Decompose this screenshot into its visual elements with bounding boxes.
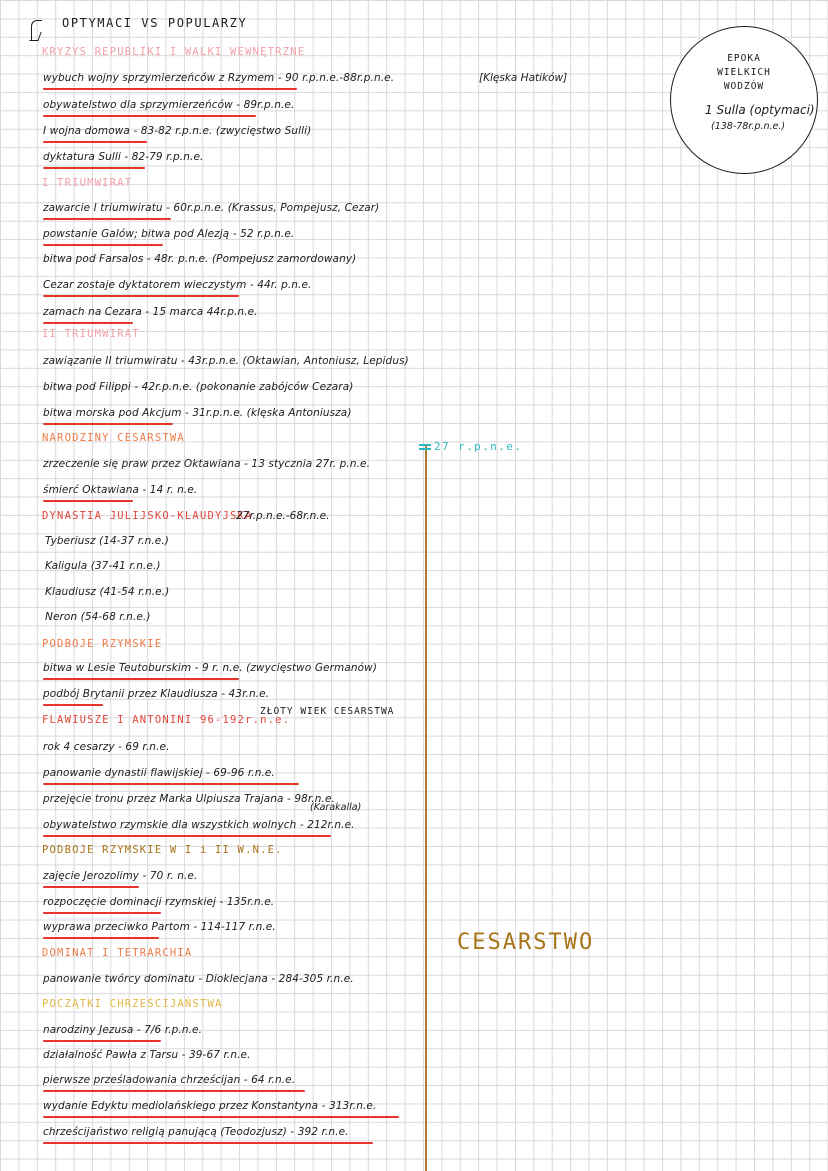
note-line: pierwsze prześladowania chrześcijan - 64 r.n.e. (43, 1074, 296, 1086)
note-line: narodziny Jezusa - 7/6 r.p.n.e. (43, 1024, 203, 1036)
section-heading: DOMINAT I TETRARCHIA (42, 947, 193, 959)
red-underline (43, 704, 103, 706)
note-line: panowanie dynastii flawijskiej - 69-96 r.n.e. (43, 767, 275, 779)
red-underline (43, 423, 173, 425)
note-line: rozpoczęcie dominacji rzymskiej - 135r.n.e. (43, 896, 275, 908)
note-line: zawiązanie II triumwiratu - 43r.p.n.e. (Oktawian, Antoniusz, Lepidus) (43, 355, 409, 367)
note-line: Kaligula (37-41 r.n.e.) (45, 560, 161, 572)
note-line: panowanie twórcy dominatu - Dioklecjana - 284-305 r.n.e. (43, 973, 354, 985)
note-line: dyktatura Sulli - 82-79 r.p.n.e. (43, 151, 204, 163)
dynasty-dates: 27r.p.n.e.-68r.n.e. (236, 510, 330, 522)
golden-age-note: ZŁOTY WIEK CESARSTWA (260, 706, 395, 717)
circle-heading: EPOKA (727, 53, 761, 64)
note-line: obywatelstwo rzymskie dla wszystkich wolnych - 212r.n.e. (43, 819, 355, 831)
section-heading: POCZĄTKI CHRZEŚCIJAŃSTWA (42, 998, 223, 1010)
note-line: Klaudiusz (41-54 r.n.e.) (45, 586, 170, 598)
section-heading: II TRIUMWIRAT (42, 328, 140, 340)
note-line: zajęcie Jerozolimy - 70 r. n.e. (43, 870, 198, 882)
epoch-circle (670, 26, 818, 174)
circle-entry: 1 Sulla (optymaci) (705, 103, 815, 117)
red-underline (43, 1142, 373, 1144)
timeline-marker (419, 448, 431, 450)
timeline-date-label: 27 r.p.n.e. (434, 440, 523, 453)
red-underline (43, 1116, 399, 1118)
karakalla-note: (Karakalla) (310, 802, 362, 813)
red-underline (43, 678, 239, 680)
red-underline (43, 937, 159, 939)
section-heading: NARODZINY CESARSTWA (42, 432, 185, 444)
timeline-axis (425, 445, 427, 1171)
red-underline (43, 218, 171, 220)
note-klaska: [Klęska Hatików] (479, 72, 568, 84)
red-underline (43, 141, 147, 143)
red-underline (43, 322, 133, 324)
red-underline (43, 88, 297, 90)
section-heading: DYNASTIA JULIJSKO-KLAUDYJSKA (42, 510, 253, 522)
note-line: chrześcijaństwo religią panującą (Teodozjusz) - 392 r.n.e. (43, 1126, 349, 1138)
note-line: rok 4 cesarzy - 69 r.n.e. (43, 741, 170, 753)
note-line: bitwa morska pod Akcjum - 31r.p.n.e. (klęska Antoniusza) (43, 407, 352, 419)
hook-arrow-icon (31, 20, 42, 41)
note-line: zamach na Cezara - 15 marca 44r.p.n.e. (43, 306, 258, 318)
note-line: działalność Pawła z Tarsu - 39-67 r.n.e. (43, 1049, 251, 1061)
section-heading: FLAWIUSZE I ANTONINI 96-192r.n.e. (42, 714, 291, 726)
section-heading: KRYZYS REPUBLIKI I WALKI WEWNĘTRZNE (42, 46, 306, 58)
note-line: I wojna domowa - 83-82 r.p.n.e. (zwycięstwo Sulli) (43, 125, 312, 137)
note-line: bitwa pod Farsalos - 48r. p.n.e. (Pompejusz zamordowany) (43, 253, 357, 265)
timeline-marker (419, 444, 431, 446)
section-heading: PODBOJE RZYMSKIE (42, 638, 163, 650)
note-line: Tyberiusz (14-37 r.n.e.) (45, 535, 169, 547)
note-line: zawarcie I triumwiratu - 60r.p.n.e. (Krassus, Pompejusz, Cezar) (43, 202, 380, 214)
note-line: przejęcie tronu przez Marka Ulpiusza Trajana - 98r.n.e. (43, 793, 335, 805)
note-line: wydanie Edyktu mediolańskiego przez Konstantyna - 313r.n.e. (43, 1100, 377, 1112)
note-line: zrzeczenie się praw przez Oktawiana - 13 stycznia 27r. p.n.e. (43, 458, 371, 470)
red-underline (43, 244, 163, 246)
note-line: powstanie Galów; bitwa pod Alezją - 52 r.p.n.e. (43, 228, 295, 240)
note-line: Neron (54-68 r.n.e.) (45, 611, 151, 623)
red-underline (43, 886, 139, 888)
red-underline (43, 835, 331, 837)
red-underline (43, 167, 145, 169)
note-line: wybuch wojny sprzymierzeńców z Rzymem - 90 r.p.n.e.-88r.p.n.e. (43, 72, 395, 84)
page-title: OPTYMACI VS POPULARZY (62, 16, 248, 30)
red-underline (43, 115, 256, 117)
note-line: bitwa w Lesie Teutoburskim - 9 r. n.e. (zwycięstwo Germanów) (43, 662, 378, 674)
note-line: Cezar zostaje dyktatorem wieczystym - 44r. p.n.e. (43, 279, 312, 291)
red-underline (43, 912, 161, 914)
note-line: wyprawa przeciwko Partom - 114-117 r.n.e. (43, 921, 276, 933)
section-heading: PODBOJE RZYMSKIE W I i II W.N.E. (42, 844, 283, 856)
note-line: podbój Brytanii przez Klaudiusza - 43r.n.e. (43, 688, 270, 700)
circle-heading: WIELKICH (717, 67, 771, 78)
note-line: obywatelstwo dla sprzymierzeńców - 89r.p.n.e. (43, 99, 295, 111)
section-heading: I TRIUMWIRAT (42, 177, 133, 189)
cesarstwo-label: CESARSTWO (457, 930, 595, 955)
red-underline (43, 783, 299, 785)
red-underline (43, 295, 239, 297)
circle-heading: WODZÓW (723, 81, 765, 92)
note-line: śmierć Oktawiana - 14 r. n.e. (43, 484, 198, 496)
circle-entry-dates: (138-78r.p.n.e.) (711, 121, 786, 132)
red-underline (43, 500, 133, 502)
red-underline (43, 1090, 305, 1092)
note-line: bitwa pod Filippi - 42r.p.n.e. (pokonanie zabójców Cezara) (43, 381, 354, 393)
red-underline (43, 1040, 161, 1042)
